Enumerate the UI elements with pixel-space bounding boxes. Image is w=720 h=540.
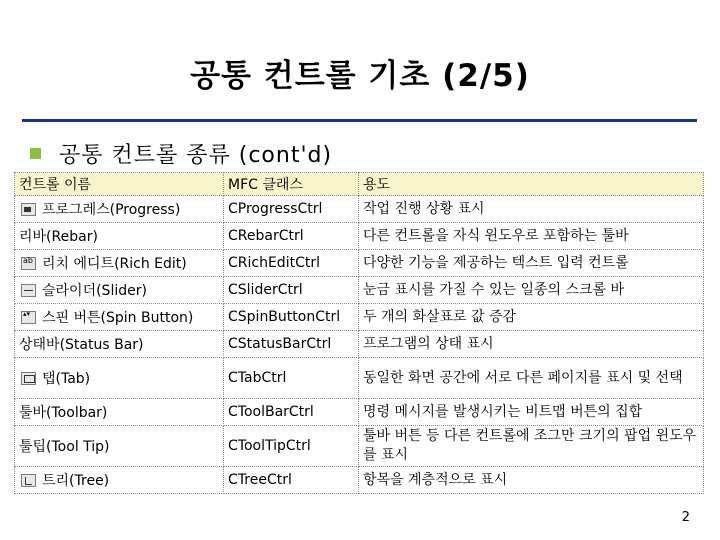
tab-icon — [21, 372, 36, 385]
bullet-square-icon — [30, 148, 41, 159]
mfc-class-cell: CToolBarCtrl — [224, 399, 359, 426]
header-control-name: 컨트롤 이름 — [15, 173, 224, 196]
table-row — [15, 277, 704, 304]
control-name: 탭(Tab) — [42, 371, 91, 387]
progress-icon — [21, 203, 36, 216]
control-name-cell — [15, 467, 224, 494]
control-name-cell — [15, 277, 224, 304]
table-row — [15, 304, 704, 331]
control-name: 툴팁(Tool Tip) — [19, 439, 110, 455]
mfc-class-cell: CTabCtrl — [224, 358, 359, 399]
control-name: 트리(Tree) — [42, 473, 110, 489]
control-name: 툴바(Toolbar) — [19, 405, 108, 421]
table-row — [15, 223, 704, 250]
control-name-cell — [15, 250, 224, 277]
page-number: 2 — [681, 510, 690, 525]
mfc-class-cell: CSpinButtonCtrl — [224, 304, 359, 331]
control-name-cell — [15, 358, 224, 399]
table-row — [15, 358, 704, 399]
mfc-class-cell: CToolTipCtrl — [224, 426, 359, 467]
bullet-text: 공통 컨트롤 종류 (cont'd) — [59, 143, 333, 168]
table-header-row — [15, 173, 704, 196]
title-divider — [22, 119, 697, 122]
slider-icon — [21, 284, 36, 297]
table-row — [15, 426, 704, 467]
control-name-cell — [15, 426, 224, 467]
mfc-class-cell: CSliderCtrl — [224, 277, 359, 304]
controls-table — [14, 172, 704, 494]
control-name-cell — [15, 196, 224, 223]
purpose-cell: 동일한 화면 공간에 서로 다른 페이지를 표시 및 선택 — [359, 358, 704, 399]
table-row — [15, 467, 704, 494]
purpose-cell: 프로그램의 상태 표시 — [359, 331, 704, 358]
mfc-class-cell: CRebarCtrl — [224, 223, 359, 250]
table-row — [15, 250, 704, 277]
control-name: 상태바(Status Bar) — [19, 337, 144, 353]
mfc-class-cell: CTreeCtrl — [224, 467, 359, 494]
control-name: 슬라이더(Slider) — [42, 283, 147, 299]
slide-title: 공통 컨트롤 기초 (2/5) — [190, 58, 530, 94]
rich-edit-icon — [21, 257, 36, 270]
purpose-cell: 다양한 기능을 제공하는 텍스트 입력 컨트롤 — [359, 250, 704, 277]
purpose-cell: 명령 메시지를 발생시키는 비트맵 버튼의 집합 — [359, 399, 704, 426]
purpose-cell: 다른 컨트롤을 자식 윈도우로 포함하는 툴바 — [359, 223, 704, 250]
purpose-cell: 툴바 버튼 등 다른 컨트롤에 조그만 크기의 팝업 윈도우를 표시 — [359, 426, 704, 467]
purpose-cell: 눈금 표시를 가질 수 있는 일종의 스크롤 바 — [359, 277, 704, 304]
purpose-cell: 항목을 계층적으로 표시 — [359, 467, 704, 494]
control-name: 리치 에디트(Rich Edit) — [42, 256, 187, 272]
bullet-item — [30, 138, 332, 169]
mfc-class-cell: CRichEditCtrl — [224, 250, 359, 277]
header-purpose: 용도 — [359, 173, 704, 196]
control-name-cell — [15, 304, 224, 331]
table-row — [15, 331, 704, 358]
control-name: 스핀 버튼(Spin Button) — [42, 310, 194, 326]
tree-icon — [21, 474, 36, 487]
purpose-cell: 작업 진행 상황 표시 — [359, 196, 704, 223]
table-row — [15, 196, 704, 223]
purpose-cell: 두 개의 화살표로 값 증감 — [359, 304, 704, 331]
control-name: 리바(Rebar) — [19, 229, 98, 245]
control-name-cell — [15, 331, 224, 358]
header-mfc-class: MFC 클래스 — [224, 173, 359, 196]
control-name-cell — [15, 399, 224, 426]
table-row — [15, 399, 704, 426]
control-name: 프로그레스(Progress) — [42, 202, 181, 218]
spin-icon — [21, 311, 36, 324]
control-name-cell — [15, 223, 224, 250]
mfc-class-cell: CProgressCtrl — [224, 196, 359, 223]
mfc-class-cell: CStatusBarCtrl — [224, 331, 359, 358]
